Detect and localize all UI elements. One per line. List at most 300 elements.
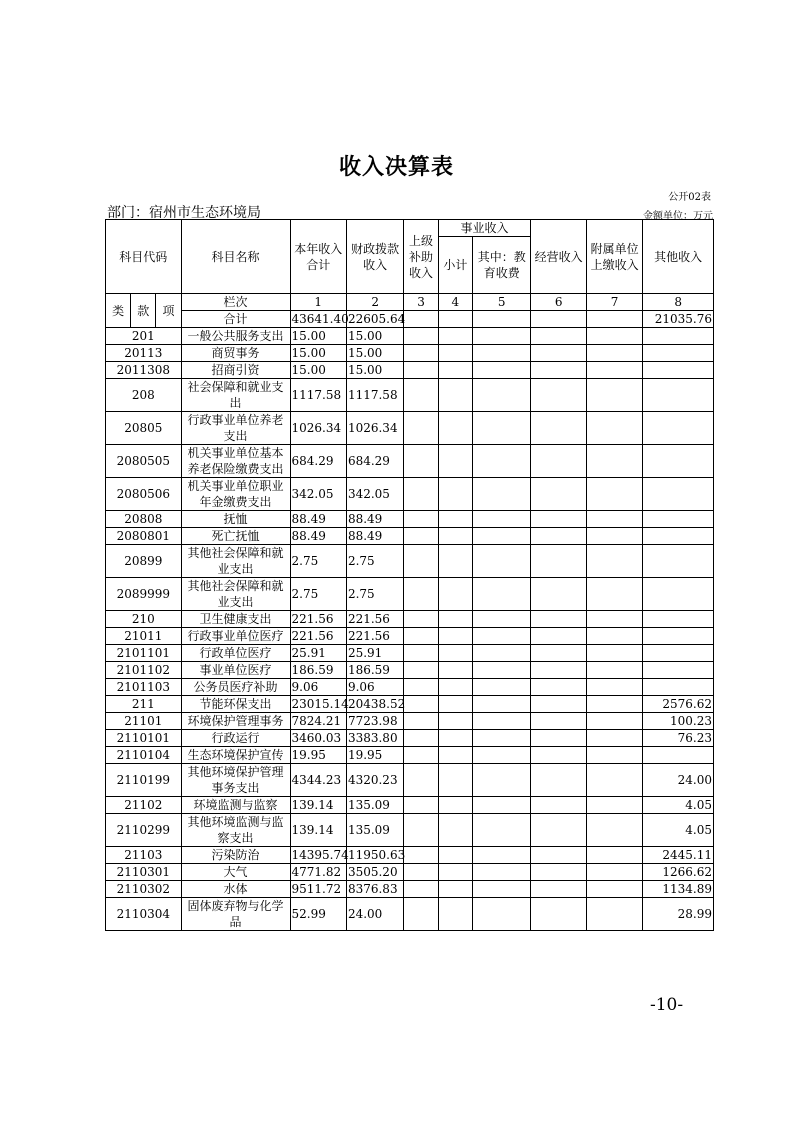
row-total: 1117.58 (290, 379, 346, 412)
header-business-subtotal: 小计 (438, 237, 472, 294)
row-other: 100.23 (643, 713, 714, 730)
table-row (106, 362, 714, 379)
row-business-subtotal (438, 847, 472, 864)
row-business-edu (472, 412, 530, 445)
row-total: 23015.14 (291, 697, 349, 711)
table-row (106, 747, 714, 764)
row-operating (531, 679, 586, 696)
row-fiscal: 19.95 (346, 747, 403, 764)
row-total: 139.14 (290, 814, 346, 847)
table-row (106, 345, 714, 362)
row-other: 1266.62 (643, 864, 714, 881)
row-business-edu (472, 898, 530, 931)
row-name: 其他社会保障和就业支出 (181, 578, 290, 611)
header-code: 科目代码 (106, 220, 182, 294)
income-table (105, 219, 714, 931)
header-affiliated: 附属单位上缴收入 (586, 220, 642, 294)
row-name: 其他环境监测与监察支出 (181, 814, 290, 847)
row-name: 污染防治 (181, 847, 290, 864)
row-name: 社会保障和就业支出 (181, 379, 290, 412)
header-operating: 经营收入 (531, 220, 586, 294)
row-operating (531, 847, 586, 864)
header-name: 科目名称 (181, 220, 290, 294)
row-operating (531, 814, 586, 847)
row-total: 1026.34 (290, 412, 346, 445)
table-row (106, 511, 714, 528)
row-operating (531, 898, 586, 931)
table-row (106, 847, 714, 864)
row-affiliated (586, 847, 642, 864)
row-total: 139.14 (290, 797, 346, 814)
row-business-edu (472, 864, 530, 881)
row-business-subtotal (438, 662, 472, 679)
header-lanci: 栏次 (181, 294, 290, 311)
row-fiscal: 2.75 (346, 578, 403, 611)
row-fiscal: 135.09 (346, 814, 403, 847)
row-fiscal: 8376.83 (346, 881, 403, 898)
row-business-edu (472, 528, 530, 545)
row-code: 21102 (106, 797, 182, 814)
row-superior (404, 478, 438, 511)
row-operating (531, 628, 586, 645)
row-affiliated (586, 545, 642, 578)
row-other (643, 528, 714, 545)
header-fiscal: 财政拨款收入 (346, 220, 403, 294)
row-fiscal: 7723.98 (346, 713, 403, 730)
table-row (106, 412, 714, 445)
row-business-subtotal (438, 747, 472, 764)
row-operating (531, 445, 586, 478)
row-operating (531, 412, 586, 445)
row-fiscal: 24.00 (346, 898, 403, 931)
table-row (106, 662, 714, 679)
row-total: 221.56 (290, 611, 346, 628)
row-other (643, 478, 714, 511)
col-number: 7 (586, 294, 642, 311)
row-business-subtotal (438, 445, 472, 478)
row-name: 死亡抚恤 (181, 528, 290, 545)
row-total: 2.75 (290, 578, 346, 611)
row-business-edu (472, 511, 530, 528)
row-business-edu (472, 578, 530, 611)
row-fiscal: 4320.23 (346, 764, 403, 797)
table-row (106, 578, 714, 611)
header-kuan: 款 (131, 294, 156, 328)
row-code: 2110301 (106, 864, 182, 881)
header-total: 本年收入合计 (290, 220, 346, 294)
row-total: 342.05 (290, 478, 346, 511)
row-operating (531, 864, 586, 881)
row-operating (531, 578, 586, 611)
row-superior (404, 747, 438, 764)
row-affiliated (586, 662, 642, 679)
row-affiliated (586, 730, 642, 747)
department-label: 部门：宿州市生态环境局 (107, 205, 261, 221)
row-affiliated (586, 578, 642, 611)
row-superior (404, 362, 438, 379)
row-business-edu (472, 328, 530, 345)
row-other (643, 328, 714, 345)
row-name: 招商引资 (181, 362, 290, 379)
row-superior (404, 864, 438, 881)
row-business-edu (472, 345, 530, 362)
row-fiscal: 9.06 (346, 679, 403, 696)
row-affiliated (586, 345, 642, 362)
row-code: 2110199 (106, 764, 182, 797)
col-number: 6 (531, 294, 586, 311)
row-affiliated (586, 645, 642, 662)
row-operating (531, 797, 586, 814)
row-operating (531, 730, 586, 747)
row-business-edu (472, 730, 530, 747)
row-operating (531, 478, 586, 511)
row-operating (531, 511, 586, 528)
row-code: 210 (106, 611, 182, 628)
row-fiscal: 221.56 (346, 628, 403, 645)
row-total: 15.00 (290, 362, 346, 379)
table-row (106, 814, 714, 847)
row-code: 208 (106, 379, 182, 412)
row-affiliated (586, 445, 642, 478)
row-superior (404, 847, 438, 864)
col-number: 5 (472, 294, 530, 311)
row-operating (531, 545, 586, 578)
row-affiliated (586, 898, 642, 931)
table-row (106, 764, 714, 797)
table-row (106, 545, 714, 578)
row-superior (404, 445, 438, 478)
row-business-subtotal (438, 379, 472, 412)
table-row (106, 379, 714, 412)
row-business-subtotal (438, 511, 472, 528)
row-superior (404, 578, 438, 611)
row-superior (404, 679, 438, 696)
row-business-subtotal (438, 528, 472, 545)
table-row (106, 645, 714, 662)
col-number: 1 (290, 294, 346, 311)
row-name: 公务员医疗补助 (181, 679, 290, 696)
row-code: 2110304 (106, 898, 182, 931)
row-business-edu (472, 545, 530, 578)
total-row-fiscal: 22605.64 (347, 312, 406, 326)
row-name: 固体废弃物与化学品 (181, 898, 290, 931)
row-business-subtotal (438, 645, 472, 662)
row-code: 2101103 (106, 679, 182, 696)
header-other: 其他收入 (643, 220, 714, 294)
header-business-edu: 其中：教育收费 (472, 237, 530, 294)
row-fiscal: 3383.80 (346, 730, 403, 747)
row-business-subtotal (438, 628, 472, 645)
row-business-subtotal (438, 328, 472, 345)
row-code: 2101101 (106, 645, 182, 662)
row-superior (404, 797, 438, 814)
row-fiscal: 11950.63 (347, 848, 406, 862)
row-business-edu (472, 696, 530, 713)
row-name: 生态环境保护宣传 (181, 747, 290, 764)
row-total: 221.56 (290, 628, 346, 645)
row-business-edu (472, 764, 530, 797)
row-operating (531, 362, 586, 379)
row-other (643, 362, 714, 379)
table-row (106, 881, 714, 898)
row-business-edu (472, 881, 530, 898)
row-superior (404, 898, 438, 931)
row-name: 商贸事务 (181, 345, 290, 362)
row-operating (531, 328, 586, 345)
row-code: 2110299 (106, 814, 182, 847)
row-superior (404, 511, 438, 528)
row-total: 88.49 (290, 511, 346, 528)
row-affiliated (586, 528, 642, 545)
row-other: 76.23 (643, 730, 714, 747)
row-code: 21103 (106, 847, 182, 864)
table-row (106, 696, 714, 713)
row-total: 9.06 (290, 679, 346, 696)
row-affiliated (586, 412, 642, 445)
row-total: 684.29 (290, 445, 346, 478)
row-name: 事业单位医疗 (181, 662, 290, 679)
report-title: 收入决算表 (338, 154, 454, 180)
row-business-edu (472, 611, 530, 628)
row-superior (404, 628, 438, 645)
row-other: 1134.89 (643, 881, 714, 898)
row-superior (404, 645, 438, 662)
row-code: 20113 (106, 345, 182, 362)
row-fiscal: 25.91 (346, 645, 403, 662)
row-operating (531, 881, 586, 898)
row-operating (531, 662, 586, 679)
row-other (643, 645, 714, 662)
row-other: 28.99 (643, 898, 714, 931)
row-affiliated (586, 362, 642, 379)
row-superior (404, 713, 438, 730)
row-business-edu (472, 662, 530, 679)
row-name: 机关事业单位基本养老保险缴费支出 (181, 445, 290, 478)
table-row (106, 628, 714, 645)
row-superior (404, 528, 438, 545)
row-fiscal: 15.00 (346, 362, 403, 379)
row-fiscal: 88.49 (346, 511, 403, 528)
col-number: 4 (438, 294, 472, 311)
row-name: 行政单位医疗 (181, 645, 290, 662)
row-name: 环境保护管理事务 (181, 713, 290, 730)
table-row (106, 611, 714, 628)
row-superior (404, 345, 438, 362)
row-fiscal: 1026.34 (346, 412, 403, 445)
row-superior (404, 412, 438, 445)
row-name: 行政事业单位养老支出 (181, 412, 290, 445)
row-name: 机关事业单位职业年金缴费支出 (181, 478, 290, 511)
row-code: 2080506 (106, 478, 182, 511)
row-fiscal: 221.56 (346, 611, 403, 628)
row-total: 52.99 (290, 898, 346, 931)
row-business-subtotal (438, 713, 472, 730)
row-fiscal: 135.09 (346, 797, 403, 814)
row-business-edu (472, 814, 530, 847)
col-number: 2 (346, 294, 403, 311)
row-affiliated (586, 511, 642, 528)
row-fiscal: 15.00 (346, 328, 403, 345)
row-business-subtotal (438, 898, 472, 931)
row-name: 卫生健康支出 (181, 611, 290, 628)
row-name: 大气 (181, 864, 290, 881)
header-xiang: 项 (156, 294, 181, 328)
row-business-edu (472, 679, 530, 696)
row-business-subtotal (438, 611, 472, 628)
table-row (106, 679, 714, 696)
row-name: 行政事业单位医疗 (181, 628, 290, 645)
row-total: 4771.82 (290, 864, 346, 881)
row-superior (404, 379, 438, 412)
row-business-subtotal (438, 730, 472, 747)
table-row (106, 528, 714, 545)
row-business-subtotal (438, 764, 472, 797)
row-fiscal: 342.05 (346, 478, 403, 511)
row-affiliated (586, 881, 642, 898)
row-name: 一般公共服务支出 (181, 328, 290, 345)
row-business-edu (472, 478, 530, 511)
row-business-edu (472, 628, 530, 645)
row-other (643, 578, 714, 611)
row-affiliated (586, 797, 642, 814)
row-name: 其他环境保护管理事务支出 (181, 764, 290, 797)
row-other (643, 412, 714, 445)
row-total: 2.75 (290, 545, 346, 578)
row-superior (404, 611, 438, 628)
table-row (106, 478, 714, 511)
row-code: 21011 (106, 628, 182, 645)
row-name: 节能环保支出 (181, 696, 290, 713)
row-code: 201 (106, 328, 182, 345)
row-fiscal: 1117.58 (346, 379, 403, 412)
row-total: 4344.23 (290, 764, 346, 797)
row-affiliated (586, 764, 642, 797)
row-code: 2080505 (106, 445, 182, 478)
row-name: 其他社会保障和就业支出 (181, 545, 290, 578)
row-other (643, 511, 714, 528)
row-operating (531, 379, 586, 412)
row-fiscal: 20438.52 (347, 697, 406, 711)
row-operating (531, 611, 586, 628)
row-affiliated (586, 679, 642, 696)
row-business-subtotal (438, 545, 472, 578)
row-total: 7824.21 (290, 713, 346, 730)
row-total: 3460.03 (290, 730, 346, 747)
row-affiliated (586, 478, 642, 511)
row-name: 环境监测与监察 (181, 797, 290, 814)
row-business-edu (472, 445, 530, 478)
row-affiliated (586, 611, 642, 628)
row-total: 15.00 (290, 345, 346, 362)
row-code: 2110302 (106, 881, 182, 898)
row-business-subtotal (438, 478, 472, 511)
table-row (106, 730, 714, 747)
row-code: 20808 (106, 511, 182, 528)
row-operating (531, 645, 586, 662)
row-affiliated (586, 814, 642, 847)
row-total: 15.00 (290, 328, 346, 345)
row-other: 4.05 (643, 814, 714, 847)
row-affiliated (586, 328, 642, 345)
row-business-subtotal (438, 814, 472, 847)
col-number: 8 (643, 294, 714, 311)
total-row-total: 43641.40 (291, 312, 349, 326)
row-affiliated (586, 628, 642, 645)
col-number: 3 (404, 294, 438, 311)
table-row (106, 328, 714, 345)
table-body (106, 328, 714, 931)
row-total: 14395.74 (291, 848, 349, 862)
unit-label: 金额单位：万元 (643, 211, 713, 222)
row-business-subtotal (438, 797, 472, 814)
row-operating (531, 747, 586, 764)
row-other (643, 628, 714, 645)
row-code: 2110101 (106, 730, 182, 747)
row-business-edu (472, 379, 530, 412)
row-other (643, 545, 714, 578)
row-business-edu (472, 713, 530, 730)
row-superior (404, 881, 438, 898)
row-superior (404, 696, 438, 713)
row-affiliated (586, 379, 642, 412)
row-affiliated (586, 747, 642, 764)
table-header (106, 220, 714, 328)
row-other (643, 679, 714, 696)
total-row-label: 合计 (181, 311, 290, 328)
row-operating (531, 345, 586, 362)
row-business-subtotal (438, 881, 472, 898)
row-total: 25.91 (290, 645, 346, 662)
row-operating (531, 696, 586, 713)
table-row (106, 713, 714, 730)
row-other (643, 747, 714, 764)
row-other: 4.05 (643, 797, 714, 814)
row-total: 88.49 (290, 528, 346, 545)
header-business: 事业收入 (438, 220, 531, 237)
row-fiscal: 186.59 (346, 662, 403, 679)
row-other: 24.00 (643, 764, 714, 797)
row-other (643, 379, 714, 412)
row-name: 行政运行 (181, 730, 290, 747)
row-superior (404, 545, 438, 578)
row-superior (404, 730, 438, 747)
row-business-subtotal (438, 345, 472, 362)
row-other (643, 345, 714, 362)
row-superior (404, 814, 438, 847)
row-business-subtotal (438, 679, 472, 696)
header-lei: 类 (106, 294, 131, 328)
total-row-other: 21035.76 (643, 311, 714, 328)
row-other (643, 662, 714, 679)
row-business-subtotal (438, 412, 472, 445)
row-other (643, 611, 714, 628)
row-operating (531, 713, 586, 730)
row-business-subtotal (438, 578, 472, 611)
row-fiscal: 684.29 (346, 445, 403, 478)
row-code: 21101 (106, 713, 182, 730)
row-superior (404, 328, 438, 345)
row-business-subtotal (438, 696, 472, 713)
row-total: 19.95 (290, 747, 346, 764)
row-total: 9511.72 (290, 881, 346, 898)
row-name: 抚恤 (181, 511, 290, 528)
row-other: 2576.62 (643, 696, 714, 713)
row-code: 20899 (106, 545, 182, 578)
row-business-edu (472, 362, 530, 379)
row-operating (531, 764, 586, 797)
row-total: 186.59 (290, 662, 346, 679)
table-row (106, 898, 714, 931)
